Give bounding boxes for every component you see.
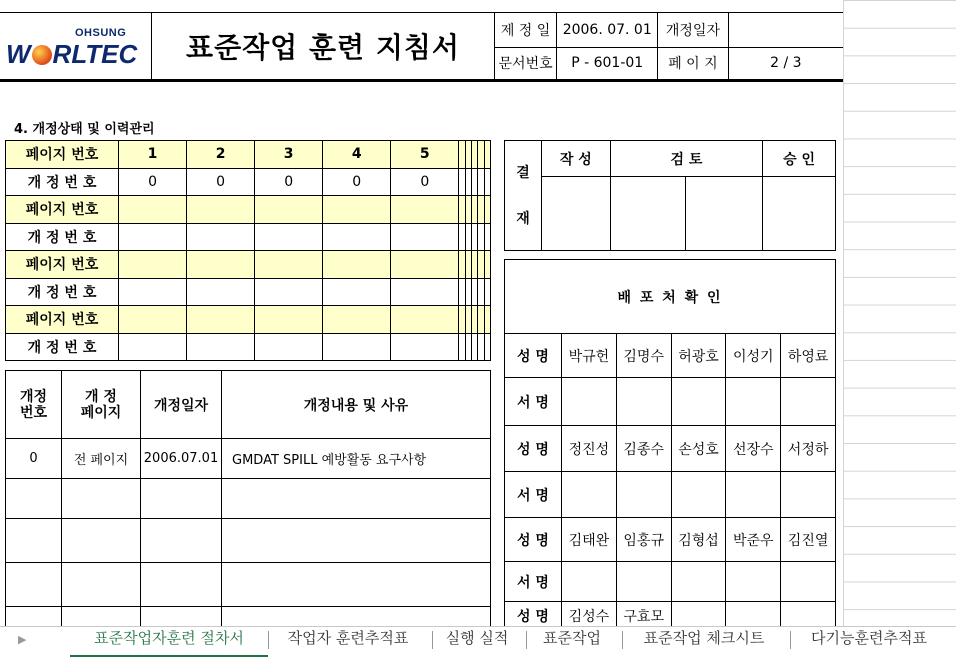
distribution-name: 박규헌: [562, 334, 617, 378]
revision-number-cell: [391, 278, 459, 306]
distribution-title: 배 포 처 확 인: [505, 260, 836, 334]
logo-text: W RLTEC: [6, 39, 138, 69]
distribution-sign-row: [505, 472, 836, 518]
revision-number-row: [6, 168, 491, 196]
page-number-row: [6, 196, 491, 224]
history-header-page: 개 정 페이지: [62, 371, 141, 439]
signature-cell: [616, 562, 671, 602]
table-row: [6, 519, 491, 563]
revision-number-cell: [323, 278, 391, 306]
signature-cell: [562, 472, 617, 518]
distribution-name: 구효모: [616, 602, 671, 630]
revision-status-table: [5, 140, 491, 361]
revision-number-label: 개 정 번 호: [6, 278, 119, 306]
sheet-tab-4[interactable]: 표준작업: [543, 629, 601, 647]
distribution-name: 선장수: [726, 426, 781, 472]
table-row: [6, 563, 491, 607]
table-row: [6, 439, 491, 479]
sign-label: 서 명: [505, 562, 562, 602]
page-number-cell: [391, 306, 459, 334]
sheet-tab-1[interactable]: 표준작업자훈련 절차서: [70, 627, 268, 657]
signature-cell: [726, 562, 781, 602]
document-title: 표준작업 훈련 지침서: [186, 31, 460, 64]
distribution-name: 서정하: [781, 426, 836, 472]
page-number-cell: [484, 196, 490, 224]
distribution-sign-row: [505, 378, 836, 426]
revision-number-cell: [484, 223, 490, 251]
page-number-cell: [484, 141, 490, 169]
history-header-rev: 개정 번호: [6, 371, 62, 439]
distribution-name: 정진성: [562, 426, 617, 472]
distribution-name: 김형섭: [671, 518, 726, 562]
approval-table: [504, 140, 836, 251]
distribution-name: 김종수: [616, 426, 671, 472]
docno-value: P - 601-01: [557, 47, 658, 81]
distribution-name-row: [505, 426, 836, 472]
sheet-tab-6[interactable]: 다기능훈련추적표: [811, 629, 927, 647]
name-label: 성 명: [505, 602, 562, 630]
revision-number-cell: [391, 223, 459, 251]
page-number-cell: [391, 251, 459, 279]
page-number-row: [6, 251, 491, 279]
revision-number-cell: [484, 168, 490, 196]
signature-cell: [726, 378, 781, 426]
name-label: 성 명: [505, 334, 562, 378]
page-number-cell: [255, 306, 323, 334]
distribution-name: 하영료: [781, 334, 836, 378]
distribution-sign-row: [505, 562, 836, 602]
page-number-row: [6, 141, 491, 169]
revision-number-cell: 0: [187, 168, 255, 196]
revise-value: [728, 13, 843, 48]
page-value: 2 / 3: [728, 47, 843, 81]
revision-number-cell: [391, 333, 459, 361]
page-number-cell: 2: [187, 141, 255, 169]
approval-write: 작 성: [541, 141, 610, 177]
company-logo: [0, 13, 148, 79]
sheet-tab-5[interactable]: 표준작업 체크시트: [643, 629, 765, 647]
sign-label: 서 명: [505, 378, 562, 426]
revision-number-cell: [187, 278, 255, 306]
distribution-name: 허광호: [671, 334, 726, 378]
signature-cell: [562, 562, 617, 602]
tab-separator: [790, 631, 791, 649]
table-row: [6, 479, 491, 519]
revision-number-cell: [119, 278, 187, 306]
tab-scroll-left-icon[interactable]: ▶: [18, 633, 27, 646]
approval-approve: 승 인: [763, 141, 836, 177]
establish-label: 제 정 일: [494, 13, 556, 48]
page-number-cell: [119, 306, 187, 334]
revision-number-cell: 0: [391, 168, 459, 196]
distribution-name: 김태완: [562, 518, 617, 562]
signature-cell: [781, 378, 836, 426]
approval-side-label: 결 재: [505, 141, 542, 251]
history-header-desc: 개정내용 및 사유: [222, 371, 491, 439]
revision-number-row: [6, 223, 491, 251]
name-label: 성 명: [505, 426, 562, 472]
revision-number-label: 개 정 번 호: [6, 223, 119, 251]
page-number-cell: [187, 251, 255, 279]
page-number-cell: [187, 196, 255, 224]
signature-cell: [616, 378, 671, 426]
revision-number-cell: [484, 278, 490, 306]
page-number-cell: [119, 251, 187, 279]
revision-number-label: 개 정 번 호: [6, 168, 119, 196]
history-rev: 0: [6, 439, 62, 479]
distribution-table: [504, 259, 836, 630]
signature-cell: [726, 472, 781, 518]
signature-cell: [671, 562, 726, 602]
distribution-name: 임홍규: [616, 518, 671, 562]
distribution-name: 박준우: [726, 518, 781, 562]
revision-number-cell: [187, 333, 255, 361]
approval-review: 검 토: [610, 141, 762, 177]
revision-number-cell: [255, 223, 323, 251]
page-number-cell: [484, 251, 490, 279]
signature-cell: [671, 378, 726, 426]
revise-label: 개정일자: [658, 13, 728, 48]
revision-number-cell: [119, 333, 187, 361]
tab-separator: [526, 631, 527, 649]
distribution-name-row: [505, 518, 836, 562]
revision-number-cell: [484, 333, 490, 361]
approval-write-sign: [541, 177, 610, 251]
logo-cell: [0, 13, 152, 81]
document-title-cell: [152, 13, 495, 81]
revision-number-cell: [255, 333, 323, 361]
tab-separator: [432, 631, 433, 649]
sheet-tab-2[interactable]: 작업자 훈련추적표: [287, 629, 409, 647]
history-page: 전 페이지: [62, 439, 141, 479]
globe-icon: [32, 45, 52, 65]
sheet-tab-bar: [0, 626, 956, 657]
page-number-label: 페이지 번호: [6, 141, 119, 169]
page-number-label: 페이지 번호: [6, 196, 119, 224]
revision-number-cell: [187, 223, 255, 251]
signature-cell: [616, 472, 671, 518]
page-number-cell: [484, 306, 490, 334]
distribution-name: 손성호: [671, 426, 726, 472]
signature-cell: [781, 562, 836, 602]
revision-number-cell: [255, 278, 323, 306]
page-number-cell: [391, 196, 459, 224]
page-number-cell: [187, 306, 255, 334]
page-number-cell: 4: [323, 141, 391, 169]
history-desc: GMDAT SPILL 예방활동 요구사항: [222, 439, 491, 479]
sheet-tab-3[interactable]: 실행 실적: [445, 629, 509, 647]
distribution-name-row: [505, 334, 836, 378]
page-number-cell: 1: [119, 141, 187, 169]
signature-cell: [671, 472, 726, 518]
document-header: [0, 12, 843, 82]
distribution-name: 김성수: [562, 602, 617, 630]
section-label: 4. 개정상태 및 이력관리: [14, 122, 155, 137]
page-number-cell: [323, 196, 391, 224]
history-date: 2006.07.01: [141, 439, 222, 479]
page-number-label: 페이지 번호: [6, 306, 119, 334]
signature-cell: [562, 378, 617, 426]
approval-review-sign-1: [610, 177, 686, 251]
page-label: 페 이 지: [658, 47, 728, 81]
page-number-cell: [255, 196, 323, 224]
revision-number-cell: 0: [323, 168, 391, 196]
page-number-cell: 5: [391, 141, 459, 169]
tab-separator: [622, 631, 623, 649]
approval-review-sign-2: [686, 177, 763, 251]
page-number-label: 페이지 번호: [6, 251, 119, 279]
distribution-name: 이성기: [726, 334, 781, 378]
spreadsheet-grid-background: [843, 0, 956, 626]
page-number-cell: [323, 306, 391, 334]
approval-approve-sign: [763, 177, 836, 251]
revision-number-label: 개 정 번 호: [6, 333, 119, 361]
revision-number-cell: 0: [119, 168, 187, 196]
establish-value: 2006. 07. 01: [557, 13, 658, 48]
revision-number-cell: 0: [255, 168, 323, 196]
history-header-date: 개정일자: [141, 371, 222, 439]
revision-number-row: [6, 333, 491, 361]
page-number-row: [6, 306, 491, 334]
logo-small-text: OHSUNG: [75, 27, 127, 39]
name-label: 성 명: [505, 518, 562, 562]
page-number-cell: 3: [255, 141, 323, 169]
revision-number-cell: [323, 223, 391, 251]
docno-label: 문서번호: [494, 47, 556, 81]
page-number-cell: [119, 196, 187, 224]
page-number-cell: [255, 251, 323, 279]
sign-label: 서 명: [505, 472, 562, 518]
signature-cell: [781, 472, 836, 518]
tab-separator: [268, 631, 269, 649]
distribution-name: 김진열: [781, 518, 836, 562]
page-number-cell: [323, 251, 391, 279]
revision-number-cell: [119, 223, 187, 251]
revision-number-cell: [323, 333, 391, 361]
revision-number-row: [6, 278, 491, 306]
distribution-name: 김명수: [616, 334, 671, 378]
revision-history-table: [5, 370, 491, 637]
